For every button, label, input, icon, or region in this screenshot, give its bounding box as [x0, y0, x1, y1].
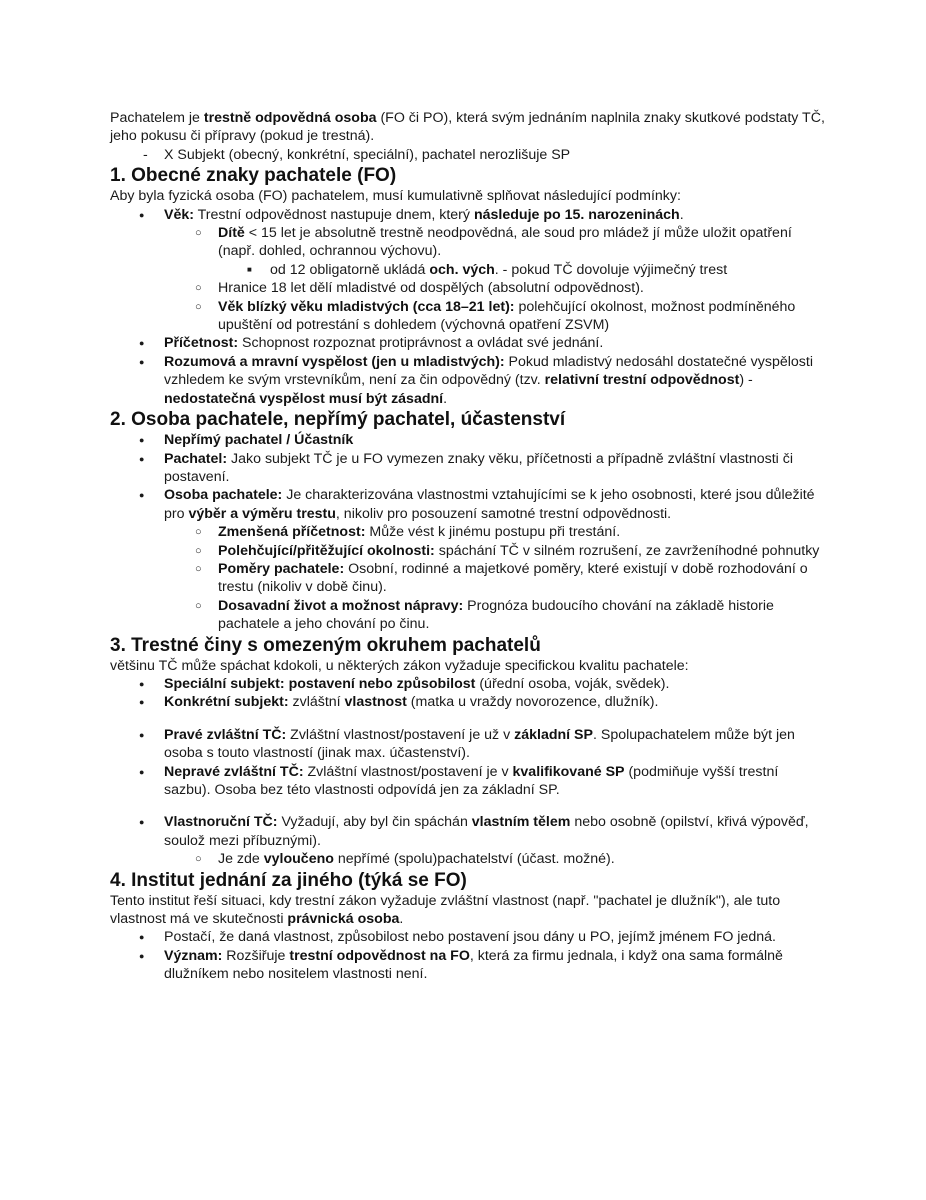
section-4-heading: 4. Institut jednání za jiného (týká se FO) [110, 869, 467, 891]
section-4-list [110, 928, 826, 983]
section-4-intro: Tento institut řeší situaci, kdy trestní zákon vyžaduje zvláštní vlastnost (např. "pachatel je dlužník"), ale tuto vlastnost má ve skutečnosti právnická osoba. [110, 892, 781, 928]
spacer [110, 799, 826, 813]
list-item: ● Příčetnost: Schopnost rozpoznat protiprávnost a ovládat své jednání. [110, 334, 826, 352]
list-item: ○ Dítě < 15 let je absolutně trestně neodpovědná, ale soud pro mládež jí může uložit opatření (např. dohled, ochrannou výchovu). ■ od 12 obligatorně ukládá och. vých. - pokud TČ dovoluje výjimečný trest [164, 224, 826, 279]
section-2-list [110, 431, 826, 633]
sublist [164, 224, 826, 334]
intro-dash-list [110, 146, 826, 164]
list-item: ○ Poměry pachatele: Osobní, rodinné a majetkové poměry, které existují v době rozhodování o trestu (nikoliv v době činu). [164, 560, 826, 597]
list-item: ● Konkrétní subjekt: zvláštní vlastnost (matka u vraždy novorozence, dlužník). [110, 693, 826, 711]
list-item: ● Osoba pachatele: Je charakterizována vlastnostmi vztahujícími se k jeho osobnosti, které jsou důležité pro výběr a výměru trestu, nikoliv pro posouzení samotné trestní odpovědnosti. ○ Zmenšená příčetnost: Může vést k jinému postupu při trestání. ○ Polehčující/přitěžující okolnosti: spáchání TČ v silném rozrušení, ze zavrženíhodné pohnutky ○ Poměry pachatele: Osobní, rodinné a majetkové poměry, které existují v době rozhodování o trestu (nikoliv v době činu). ○ Dosavadní život a možnost nápravy: Prognóza budoucího chování na základě historie pachatele a jeho chování po činu. [110, 486, 826, 633]
intro-paragraph: Pachatelem je trestně odpovědná osoba (FO či PO), která svým jednáním naplnila znaky skutkové podstaty TČ, jeho pokusu či přípravy (pokud je trestná). [110, 110, 825, 145]
spacer [110, 712, 826, 726]
list-item: ● Speciální subjekt: postavení nebo způsobilost (úřední osoba, voják, svědek). [110, 675, 826, 693]
list-item: ● Pachatel: Jako subjekt TČ je u FO vymezen znaky věku, příčetnosti a případně zvláštní vlastnosti či postavení. [110, 450, 826, 487]
list-item: ● Nepravé zvláštní TČ: Zvláštní vlastnost/postavení je v kvalifikované SP (podmiňuje vyšší trestní sazbu). Osoba bez této vlastnosti odpovídá jen za základní SP. [110, 763, 826, 800]
list-item: ○ Hranice 18 let dělí mladistvé od dospělých (absolutní odpovědnost). [164, 279, 826, 297]
list-item: ● Věk: Trestní odpovědnost nastupuje dnem, který následuje po 15. narozeninách. ○ Dítě < 15 let je absolutně trestně neodpovědná, ale soud pro mládež jí může uložit opatření (např. dohled, ochrannou výchovu). ■ od 12 obligatorně ukládá och. vých. - pokud TČ dovoluje výjimečný trest ○ Hranice 18 let dělí mladistvé od dospělých (absolutní odpovědnost). ○ Věk blízký věku mladistvých (cca 18–21 let): polehčující okolnost, možnost podmíněného upuštění od potrestání s dohledem (výchovná opatření ZSVM) [110, 206, 826, 335]
list-item: ■ od 12 obligatorně ukládá och. vých. - pokud TČ dovoluje výjimečný trest [218, 261, 826, 279]
section-3-list [110, 675, 826, 712]
section-3-list-3 [110, 813, 826, 868]
list-item: ● Vlastnoruční TČ: Vyžadují, aby byl čin spáchán vlastním tělem nebo osobně (opilství, křivá výpověď, soulož mezi příbuznými). ○ Je zde vyloučeno nepřímé (spolu)pachatelství (účast. možné). [110, 813, 826, 868]
section-2-heading: 2. Osoba pachatele, nepřímý pachatel, účastenství [110, 409, 566, 431]
list-item: ○ Je zde vyloučeno nepřímé (spolu)pachatelství (účast. možné). [164, 850, 826, 868]
list-item: ○ Polehčující/přitěžující okolnosti: spáchání TČ v silném rozrušení, ze zavrženíhodné pohnutky [164, 542, 826, 560]
list-item: ● Nepřímý pachatel / Účastník [110, 431, 826, 449]
list-item: ○ Věk blízký věku mladistvých (cca 18–21 let): polehčující okolnost, možnost podmíněného upuštění od potrestání s dohledem (výchovná opatření ZSVM) [164, 298, 826, 335]
list-item: ● Rozumová a mravní vyspělost (jen u mladistvých): Pokud mladistvý nedosáhl dostatečné vyspělosti vzhledem ke svým vrstevníkům, není za čin odpovědný (tzv. relativní trestní odpovědnost) - nedostatečná vyspělost musí být zásadní. [110, 353, 826, 408]
list-item: ● Význam: Rozšiřuje trestní odpovědnost na FO, která za firmu jednala, i když ona sama formálně dlužníkem nebo nositelem vlastnosti není. [110, 947, 826, 984]
list-item: - X Subjekt (obecný, konkrétní, speciální), pachatel nerozlišuje SP [110, 146, 826, 164]
section-3-intro: většinu TČ může spáchat kdokoli, u některých zákon vyžaduje specifickou kvalitu pachatele: [110, 657, 689, 674]
section-1-list [110, 206, 826, 408]
list-item: ● Pravé zvláštní TČ: Zvláštní vlastnost/postavení je už v základní SP. Spolupachatelem může být jen osoba s touto vlastností (jinak max. účastenství). [110, 726, 826, 763]
list-item: ○ Dosavadní život a možnost nápravy: Prognóza budoucího chování na základě historie pachatele a jeho chování po činu. [164, 597, 826, 634]
list-item: ● Postačí, že daná vlastnost, způsobilost nebo postavení jsou dány u PO, jejímž jménem FO jedná. [110, 928, 826, 946]
list-item: ○ Zmenšená příčetnost: Může vést k jinému postupu při trestání. [164, 523, 826, 541]
section-3-list-2 [110, 726, 826, 800]
sublist [164, 523, 826, 633]
sublist [164, 850, 826, 868]
section-1-heading: 1. Obecné znaky pachatele (FO) [110, 165, 397, 187]
section-3-heading: 3. Trestné činy s omezeným okruhem pachatelů [110, 634, 541, 656]
section-1-intro: Aby byla fyzická osoba (FO) pachatelem, musí kumulativně splňovat následující podmínky: [110, 188, 681, 205]
sublist [218, 261, 826, 279]
